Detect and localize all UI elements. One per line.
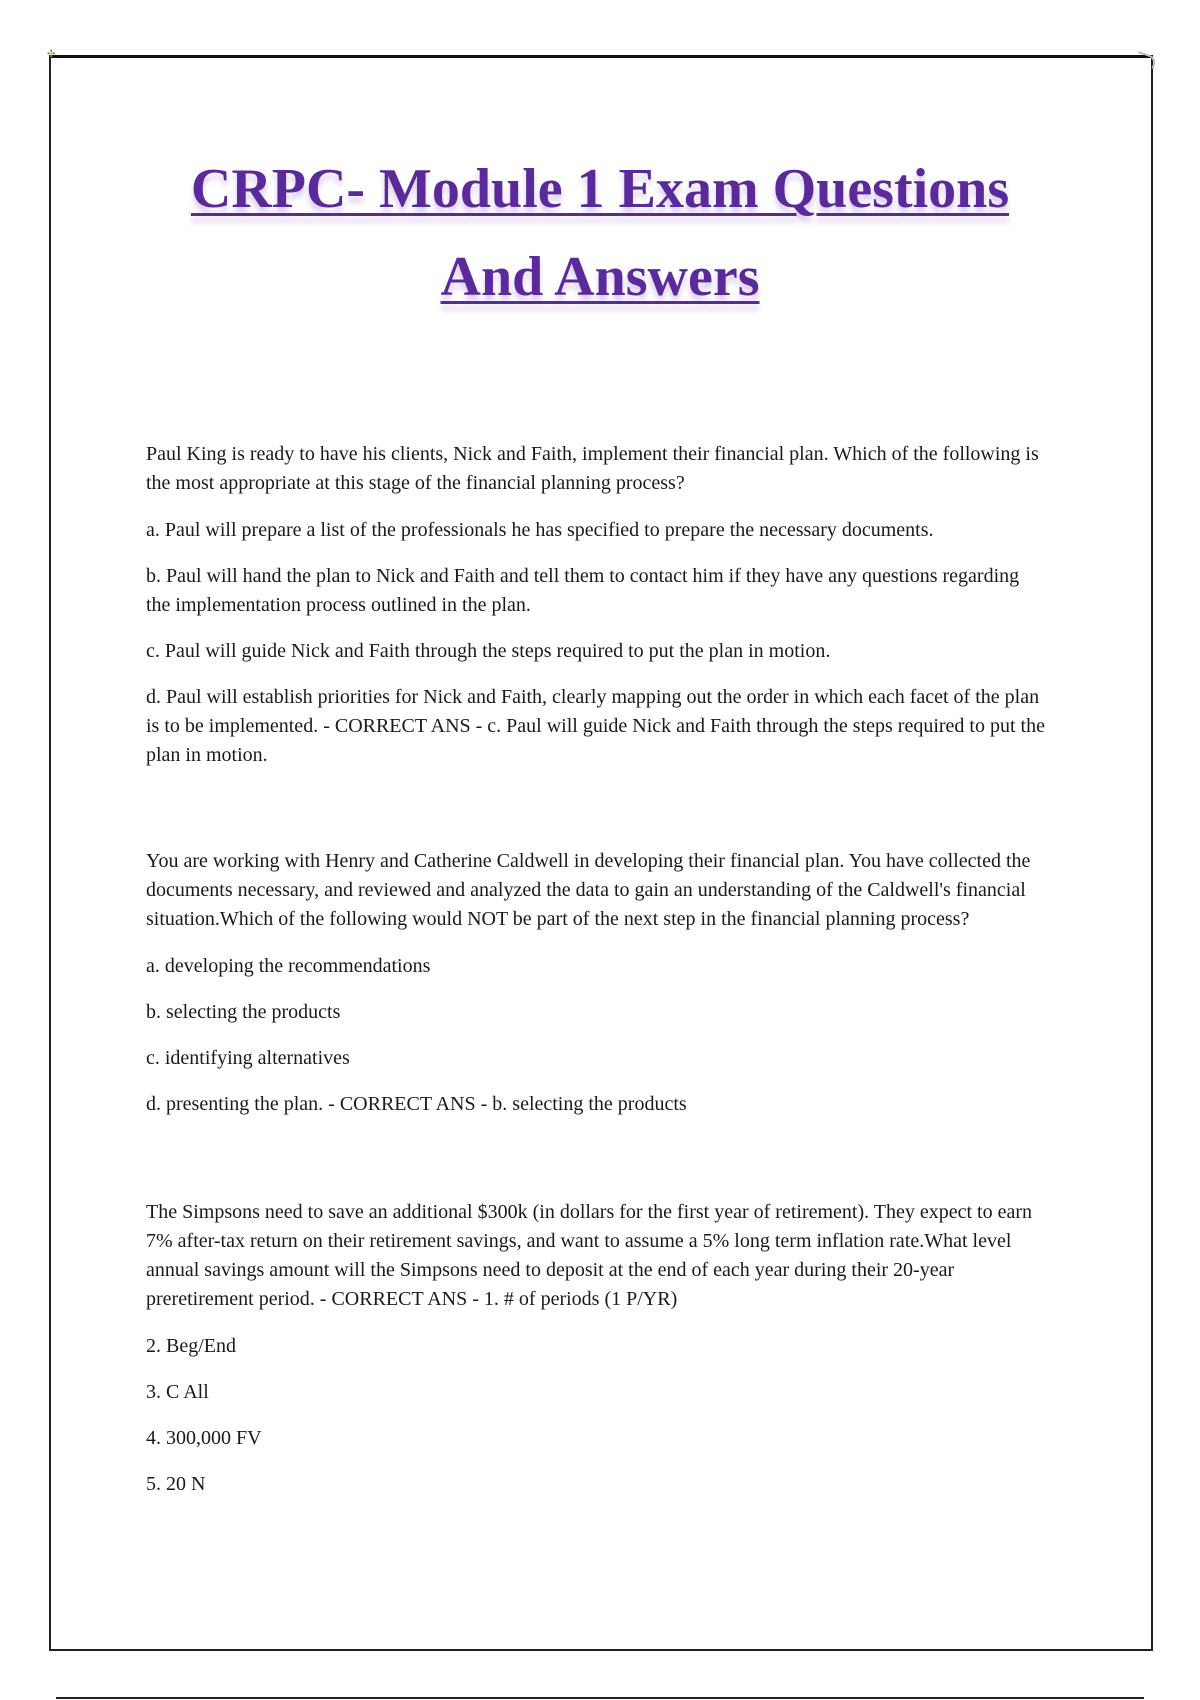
answer-option: 4. 300,000 FV [146, 1427, 262, 1449]
answer-option: a. developing the recommendations [146, 955, 431, 977]
answer-option: d. presenting the plan. - CORRECT ANS - b. selecting the products [146, 1093, 687, 1115]
question-text: Paul King is ready to have his clients, Nick and Faith, implement their financial plan. Which of the following is the most appropriate at this stage of the financial planning process? [146, 443, 1039, 494]
answer-option: b. selecting the products [146, 1001, 341, 1023]
answer-option: 5. 20 N [146, 1473, 206, 1495]
answer-option: 3. C All [146, 1381, 209, 1403]
question-text: You are working with Henry and Catherine Caldwell in developing their financial plan. You have collected the documents necessary, and reviewed and analyzed the data to gain an understanding of the Caldwell's financial situation.Which of the following would NOT be part of the next step in the financial planning process? [146, 850, 1031, 930]
answer-option: c. identifying alternatives [146, 1047, 350, 1069]
question-text: The Simpsons need to save an additional $300k (in dollars for the first year of retirement). They expect to earn 7% after-tax return on their retirement savings, and want to assume a 5% long term inflation rate.What level annual savings amount will the Simpsons need to deposit at the end of each year during their 20-year preretirement period. - CORRECT ANS - 1. # of periods (1 P/YR) [146, 1201, 1033, 1310]
document-body [146, 440, 1046, 1516]
document-title [0, 145, 1200, 321]
page-divider [56, 1697, 1144, 1699]
answer-option: d. Paul will establish priorities for Nick and Faith, clearly mapping out the order in which each facet of the plan is to be implemented. - CORRECT ANS - c. Paul will guide Nick and Faith through the steps required to put the plan in motion. [146, 686, 1045, 766]
answer-option: a. Paul will prepare a list of the professionals he has specified to prepare the necessary documents. [146, 519, 934, 541]
title-line-1: CRPC- Module 1 Exam Questions [190, 158, 1010, 220]
answer-option: b. Paul will hand the plan to Nick and Faith and tell them to contact him if they have any questions regarding the implementation process outlined in the plan. [146, 565, 1020, 616]
answer-option: c. Paul will guide Nick and Faith through the steps required to put the plan in motion. [146, 640, 831, 662]
answer-option: 2. Beg/End [146, 1335, 236, 1357]
question-2 [146, 847, 1046, 1119]
title-line-2: And Answers [440, 246, 760, 308]
question-1 [146, 440, 1046, 770]
corner-mark-icon: ✣ [47, 49, 56, 60]
question-3 [146, 1198, 1046, 1499]
